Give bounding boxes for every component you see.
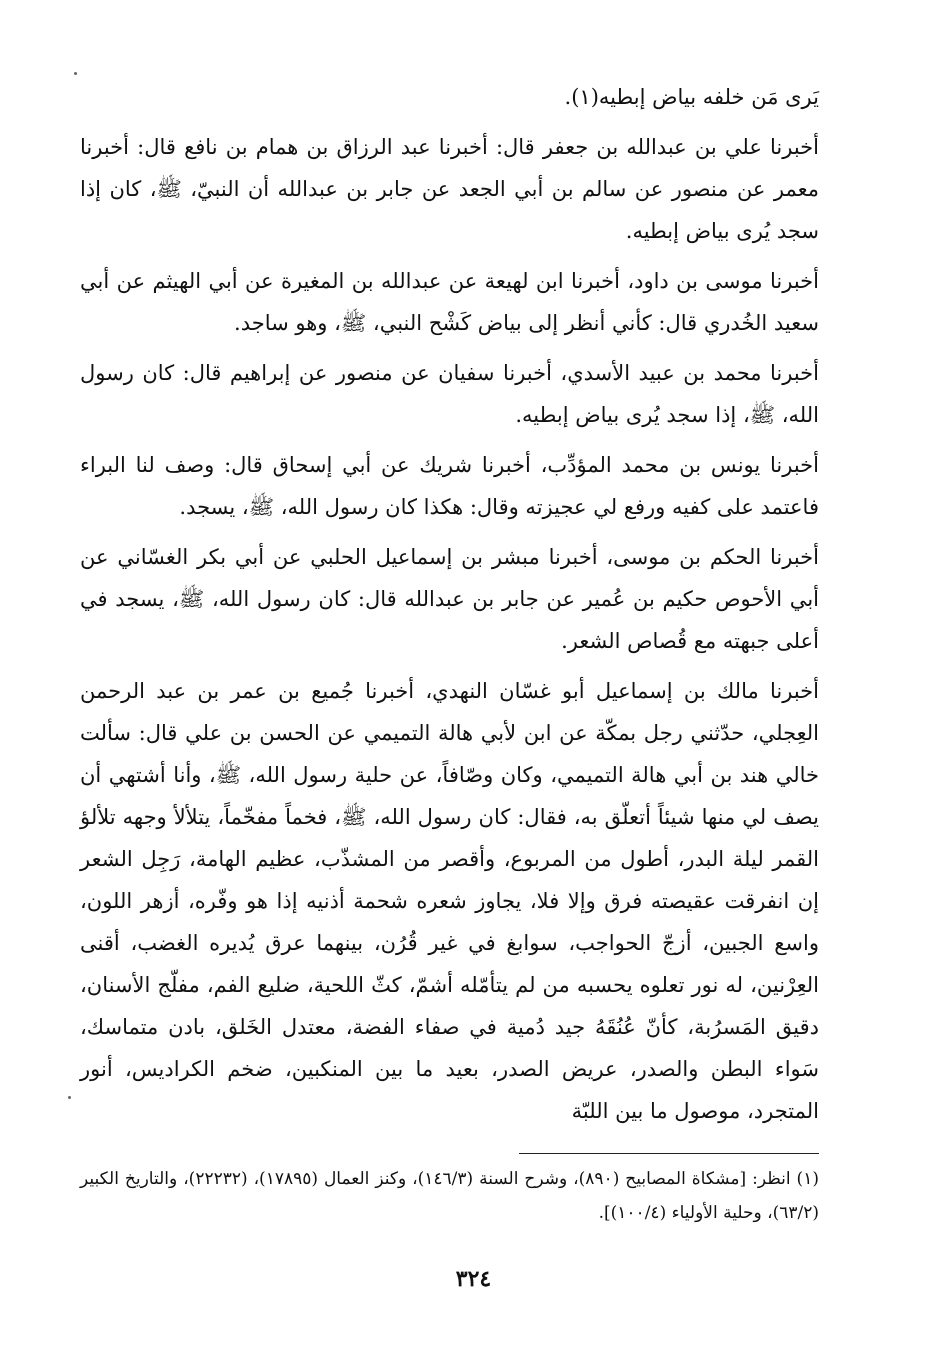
paragraph-6: أخبرنا الحكم بن موسى، أخبرنا مبشر بن إسماعيل الحلبي عن أبي بكر الغسّاني عن أبي الأحوص حكيم بن عُمير عن جابر بن عبدالله قال: كان رسول الله، ﷺ، يسجد في أعلى جبهته مع قُصاص الشعر. (80, 545, 819, 653)
footnote-divider (519, 1153, 819, 1154)
scan-speck (68, 1096, 71, 1099)
paragraph-5: أخبرنا يونس بن محمد المؤدِّب، أخبرنا شريك عن أبي إسحاق قال: وصف لنا البراء فاعتمد على كفيه ورفع لي عجيزته وقال: هكذا كان رسول الله، ﷺ، يسجد. (80, 453, 819, 519)
paragraph-2: أخبرنا علي بن عبدالله بن جعفر قال: أخبرنا عبد الرزاق بن همام بن نافع قال: أخبرنا معمر عن منصور عن سالم بن أبي الجعد عن جابر بن عبدالله أن النبيّ، ﷺ، كان إذا سجد يُرى بياض إبطيه. (80, 135, 819, 243)
paragraph-1: يَرى مَن خلفه بياض إبطيه(١). (564, 85, 819, 109)
footnote-text: (١) انظر: [مشكاة المصابيح (٨٩٠)، وشرح السنة (١٤٦/٣)، وكنز العمال (١٧٨٩٥)، (٢٢٢٣٢)، والتاريخ الكبير (٦٣/٢)، وحلية الأولياء (١٠٠/٤)]. (80, 1169, 819, 1223)
page-number: ٣٢٤ (455, 1266, 492, 1292)
scan-speck (74, 72, 77, 75)
footnote (80, 1162, 819, 1230)
paragraph-7: أخبرنا مالك بن إسماعيل أبو غسّان النهدي، أخبرنا جُميع بن عمر بن عبد الرحمن العِجلي، حدّثني رجل بمكّة عن ابن لأبي هالة التميمي عن الحسن بن علي قال: سألت خالي هند بن أبي هالة التميمي، وكان وصّافاً، عن حلية رسول الله، ﷺ، وأنا أشتهي أن يصف لي منها شيئاً أتعلّق به، فقال: كان رسول الله، ﷺ، فخماً مفخّماً، يتلألأ وجهه تلألؤ القمر ليلة البدر، أطول من المربوع، وأقصر من المشذّب، عظيم الهامة، رَجِل الشعر إن انفرقت عقيصته فرق وإلا فلا، يجاوز شعره شحمة أذنيه إذا هو وفّره، أزهر اللون، واسع الجبين، أزجّ الحواجب، سوابغ في غير قُرُن، بينهما عرق يُديره الغضب، أقنى العِرْنين، له نور تعلوه يحسبه من لم يتأمّله أشمّ، كثّ اللحية، ضليع الفم، مفلّج الأسنان، دقيق المَسرُبة، كأنّ عُنُقَهُ جيد دُمية في صفاء الفضة، معتدل الخَلق، بادن متماسك، سَواء البطن والصدر، عريض الصدر، بعيد ما بين المنكبين، ضخم الكراديس، أنور المتجرد، موصول ما بين اللبّة (80, 679, 819, 1123)
main-text (80, 76, 819, 1132)
paragraph-3: أخبرنا موسى بن داود، أخبرنا ابن لهيعة عن عبدالله بن المغيرة عن أبي الهيثم عن أبي سعيد الخُدري قال: كأني أنظر إلى بياض كَشْح النبي، ﷺ، وهو ساجد. (80, 269, 819, 335)
paragraph-4: أخبرنا محمد بن عبيد الأسدي، أخبرنا سفيان عن منصور عن إبراهيم قال: كان رسول الله، ﷺ، إذا سجد يُرى بياض إبطيه. (80, 361, 819, 427)
